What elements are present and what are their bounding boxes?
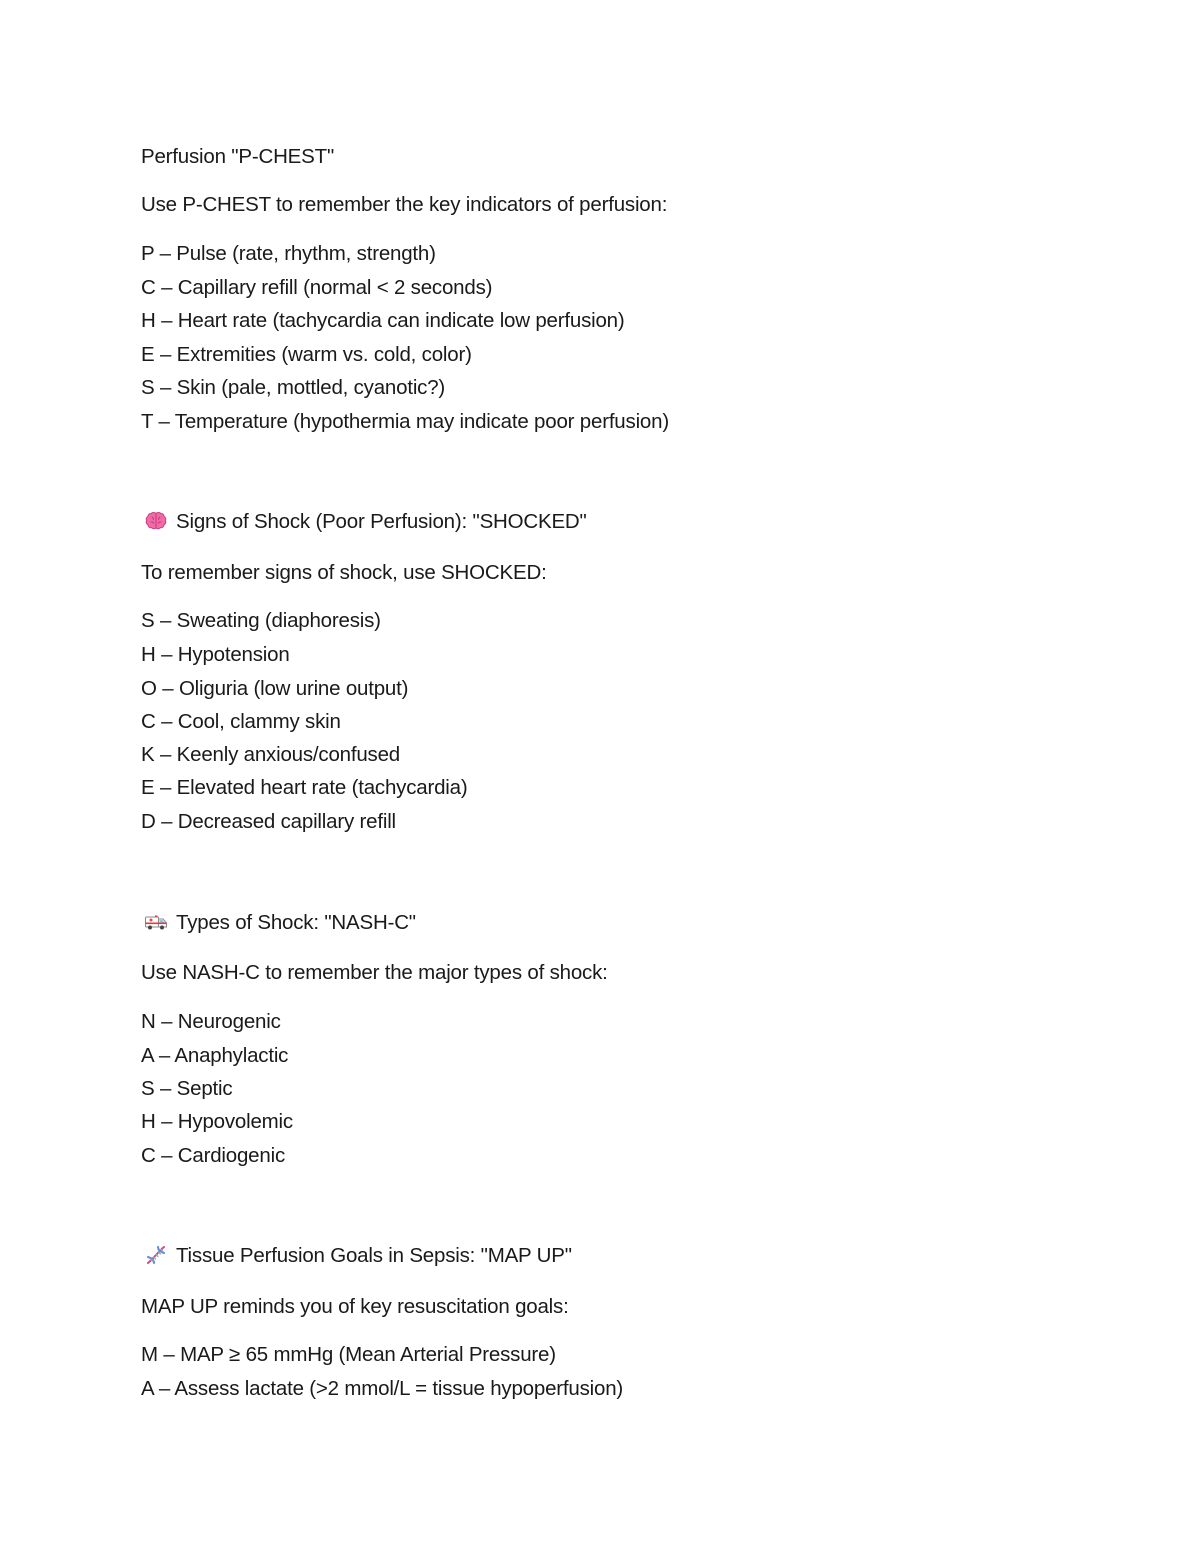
section-intro: Use NASH-C to remember the major types of shock:	[141, 961, 608, 984]
section-title: Perfusion "P-CHEST"	[141, 145, 335, 168]
list-item: E – Elevated heart rate (tachycardia)	[141, 776, 468, 799]
list-item: S – Septic	[141, 1077, 233, 1100]
list-item: M – MAP ≥ 65 mmHg (Mean Arterial Pressure)	[141, 1343, 556, 1366]
section-title: Tissue Perfusion Goals in Sepsis: "MAP UP"	[176, 1244, 572, 1267]
section-heading-map-up	[144, 1243, 572, 1269]
list-item: P – Pulse (rate, rhythm, strength)	[141, 242, 436, 265]
list-item: S – Sweating (diaphoresis)	[141, 609, 381, 632]
list-item: C – Cardiogenic	[141, 1144, 285, 1167]
list-item: H – Heart rate (tachycardia can indicate low perfusion)	[141, 309, 625, 332]
list-item: C – Capillary refill (normal < 2 seconds)	[141, 276, 493, 299]
section-intro: To remember signs of shock, use SHOCKED:	[141, 561, 547, 584]
section-intro: MAP UP reminds you of key resuscitation goals:	[141, 1295, 569, 1318]
section-heading-shocked	[144, 509, 587, 535]
list-item: T – Temperature (hypothermia may indicate poor perfusion)	[141, 410, 669, 433]
ambulance-icon	[144, 910, 168, 934]
section-heading-p-chest	[141, 144, 334, 170]
section-title: Types of Shock: "NASH-C"	[176, 911, 416, 934]
list-item: E – Extremities (warm vs. cold, color)	[141, 343, 472, 366]
section-title: Signs of Shock (Poor Perfusion): "SHOCKED"	[176, 510, 587, 533]
list-item: O – Oliguria (low urine output)	[141, 677, 409, 700]
section-intro: Use P-CHEST to remember the key indicators of perfusion:	[141, 193, 668, 216]
list-item: C – Cool, clammy skin	[141, 710, 341, 733]
list-item: H – Hypovolemic	[141, 1110, 293, 1133]
section-heading-nash-c	[144, 910, 416, 936]
list-item: A – Anaphylactic	[141, 1044, 289, 1067]
list-item: H – Hypotension	[141, 643, 290, 666]
list-item: N – Neurogenic	[141, 1010, 281, 1033]
brain-icon	[144, 509, 168, 533]
list-item: K – Keenly anxious/confused	[141, 743, 400, 766]
dna-icon	[144, 1243, 168, 1267]
list-item: D – Decreased capillary refill	[141, 810, 396, 833]
list-item: S – Skin (pale, mottled, cyanotic?)	[141, 376, 446, 399]
list-item: A – Assess lactate (>2 mmol/L = tissue hypoperfusion)	[141, 1377, 624, 1400]
